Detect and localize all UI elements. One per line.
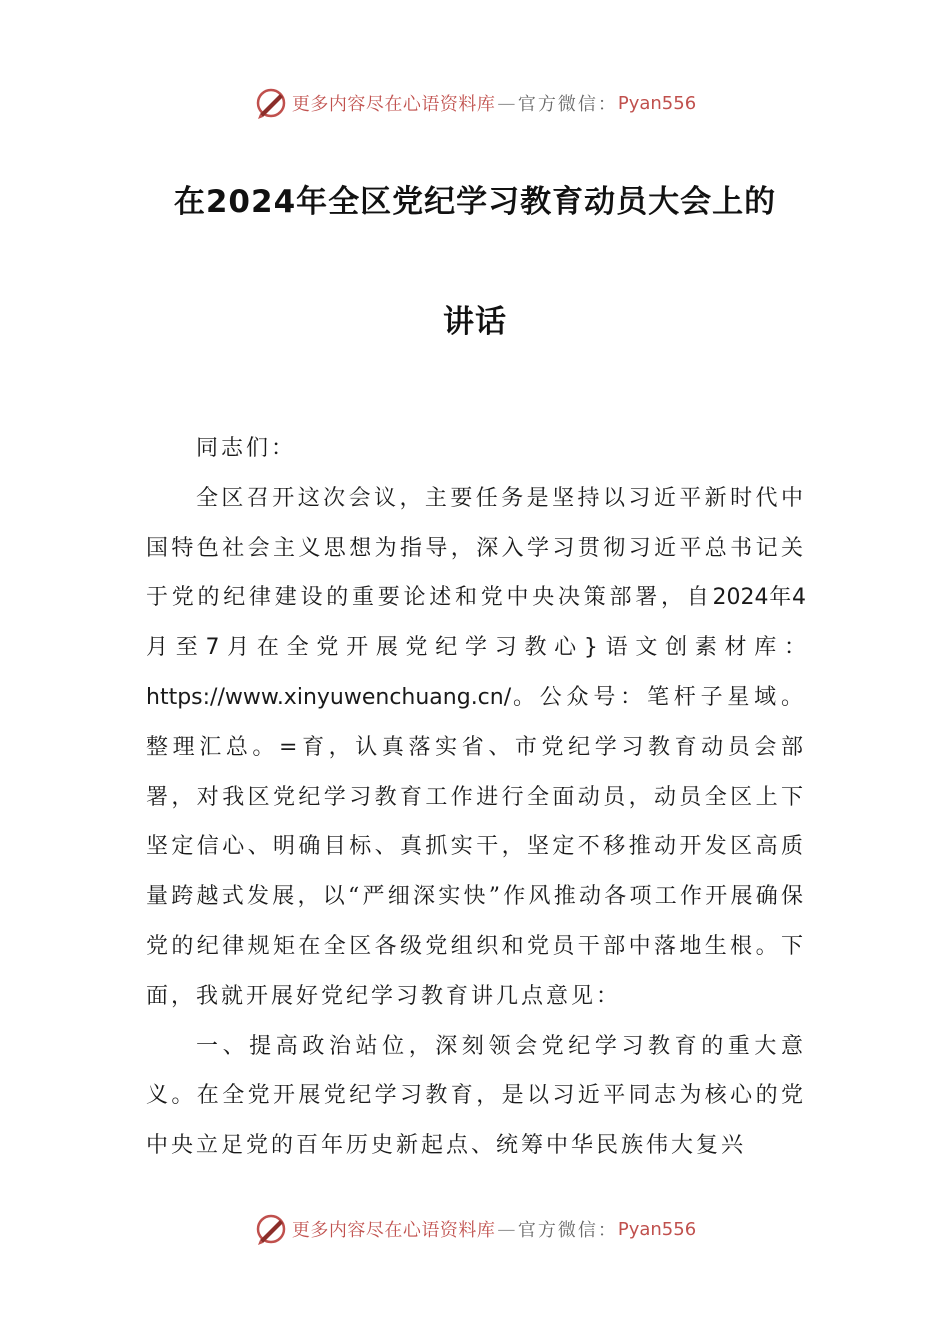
watermark-separator: —	[497, 1218, 516, 1240]
source-url: https://www.xinyuwenchuang.cn/	[146, 684, 512, 710]
watermark-main-text: 更多内容尽在心语资料库	[291, 94, 496, 115]
watermark-id: Pyan556	[617, 1218, 697, 1240]
watermark-main-text: 更多内容尽在心语资料库	[291, 1220, 496, 1241]
document-title-line-2: 讲话	[443, 304, 507, 340]
paragraph-1-part-1: 全区召开这次会议，主要任务是坚持以习近平新时代中国特色社会主义思想为指导，深入学习贯彻习近平总书记关于党的纪律建设的重要论述和党中央决策部署，自	[146, 485, 806, 611]
watermark-label: 官方微信：	[517, 1220, 618, 1241]
watermark-header	[0, 86, 950, 120]
watermark-separator: —	[497, 92, 516, 114]
pen-logo-icon	[254, 86, 288, 120]
paragraph-1	[146, 474, 806, 1022]
paragraph-2: 一、提高政治站位，深刻领会党纪学习教育的重大意义。在全党开展党纪学习教育，是以习近平同志为核心的党中央立足党的百年历史新起点、统筹中华民族伟大复兴	[146, 1033, 806, 1159]
watermark-footer	[0, 1212, 950, 1246]
paragraph-1-part-3: 。公众号：笔杆子星域。整理汇总。=育，认真落实省、市党纪学习教育动员会部署，对我区党纪学习教育工作进行全面动员，动员全区上下坚定信心、明确目标、真抓实干，坚定不移推动开发区高质量跨越式发展，以“严细深实快”作风推动各项工作开展确保党的纪律规矩在全区各级党组织和党员干部中落地生根。下面，我就开展好党纪学习教育讲几点意见：	[146, 684, 806, 1009]
watermark-id: Pyan556	[617, 92, 697, 114]
watermark-label: 官方微信：	[517, 94, 618, 115]
salutation: 同志们：	[196, 436, 297, 461]
document-body	[146, 424, 806, 1171]
document-title-line-1: 在2024年全区党纪学习教育动员大会上的	[173, 184, 777, 220]
pen-logo-icon	[254, 1212, 288, 1246]
paragraph-1-part-2: 2024年4月至7月在全党开展党纪学习教心}语文创素材库：	[146, 585, 806, 661]
